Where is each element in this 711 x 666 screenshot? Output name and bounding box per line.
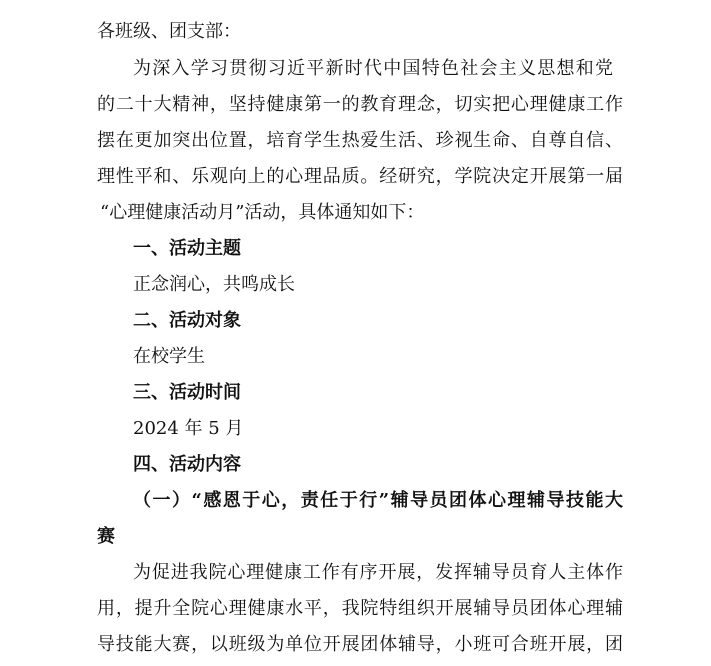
salutation: 各班级、团支部： [97, 21, 241, 42]
section-body: 正念润心，共鸣成长 [133, 274, 295, 295]
detail-line: 导技能大赛，以班级为单位开展团体辅导，小班可合班开展，团 [97, 634, 623, 655]
subheading-line: （一）“感恩于心，责任于行”辅导员团体心理辅导技能大 [133, 490, 623, 511]
section-heading: 二、活动对象 [133, 310, 241, 331]
detail-line: 为促进我院心理健康工作有序开展，发挥辅导员育人主体作 [133, 562, 623, 583]
intro-line: 理性平和、乐观向上的心理品质。经研究，学院决定开展第一届 [97, 166, 623, 187]
intro-line: 的二十大精神，坚持健康第一的教育理念，切实把心理健康工作 [97, 94, 623, 115]
intro-line: “心理健康活动月”活动，具体通知如下： [100, 202, 425, 223]
section-heading: 三、活动时间 [133, 382, 241, 403]
section-heading: 一、活动主题 [133, 238, 241, 259]
section-heading: 四、活动内容 [133, 454, 241, 475]
detail-line: 用，提升全院心理健康水平，我院特组织开展辅导员团体心理辅 [97, 598, 623, 619]
intro-line: 摆在更加突出位置，培育学生热爱生活、珍视生命、自尊自信、 [97, 130, 623, 151]
section-body: 在校学生 [133, 346, 205, 367]
subheading-line: 赛 [97, 526, 115, 547]
section-body: 2024 年 5 月 [133, 418, 244, 439]
intro-line: 为深入学习贯彻习近平新时代中国特色社会主义思想和党 [133, 58, 613, 79]
